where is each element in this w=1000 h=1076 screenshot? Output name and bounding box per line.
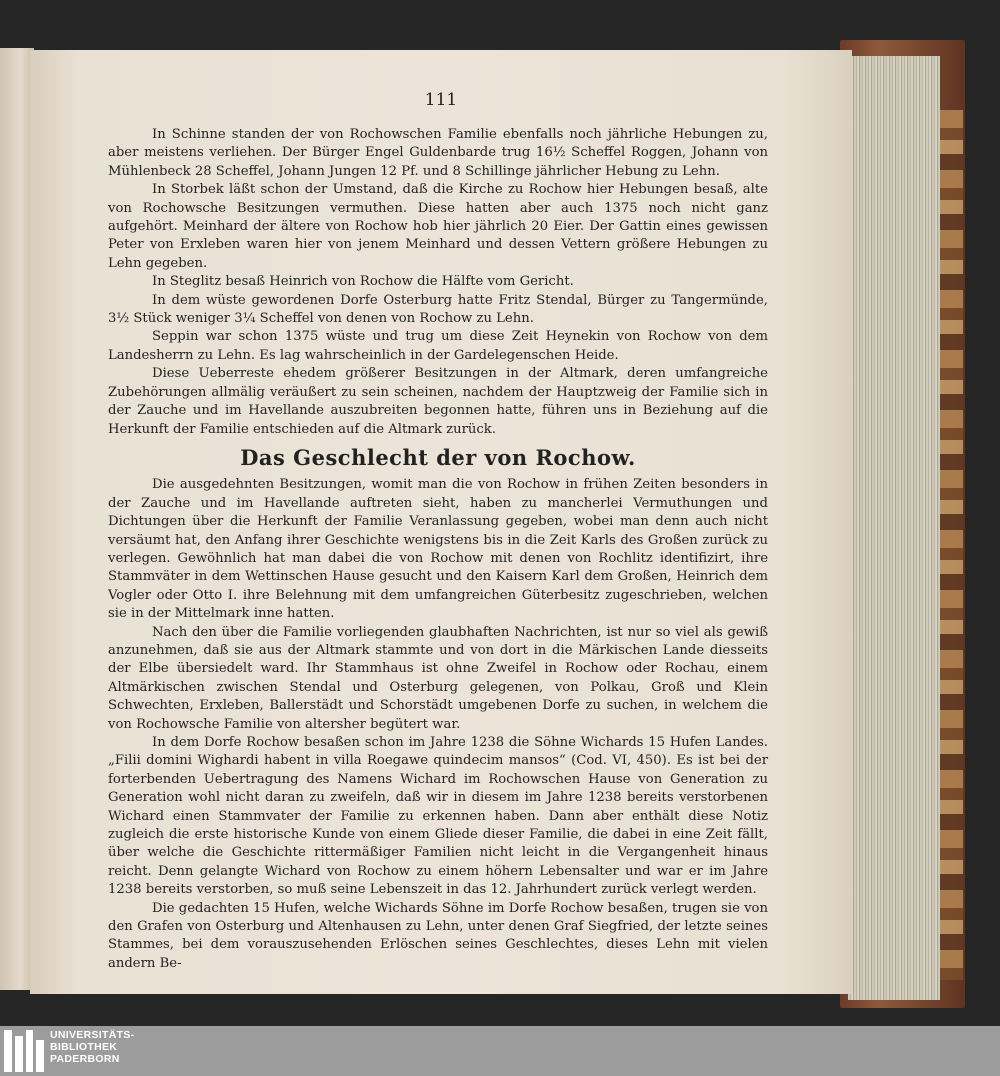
section-heading: Das Geschlecht der von Rochow. — [240, 444, 636, 470]
library-name-line: PADERBORN — [50, 1053, 120, 1065]
library-footer — [0, 1026, 1000, 1076]
library-name-line: UNIVERSITÄTS- — [50, 1029, 135, 1041]
paragraph: Die ausgedehnten Besitzungen, womit man die von Rochow in frühen Zeiten besonders in der Zauche und im Havellande auftreten sieht, haben zu mancherlei Vermuthungen und Dichtungen über die Herkunft der Familie Veranlassung gegeben, wobei man denn auch nicht versäumt hat, den Anfang ihrer Geschichte wenigstens bis in die Zeit Karls des Großen zurück zu verlegen. Gewöhnlich hat man dabei die von Rochow mit denen von Rochlitz identifizirt, ihre Stammväter in dem Wettinschen Hause gesucht und den Kaisern Karl dem Großen, Heinrich dem Vogler oder Otto I. ihre Belehnung mit dem umfangreichen Güterbesitz zugeschrieben, welchen sie in der Mittelmark inne hatten. — [108, 477, 768, 622]
paragraph: Die gedachten 15 Hufen, welche Wichards Söhne im Dorfe Rochow besaßen, trugen sie von den Grafen von Osterburg und Altenhausen zu Lehn, unter denen Graf Siegfried, der letzte seines Stammes, bei dem vorauszusehenden Erlöschen seines Geschlechtes, dieses Lehn mit vielen andern Be- — [108, 900, 768, 971]
paragraph: In Storbek läßt schon der Umstand, daß die Kirche zu Rochow hier Hebungen besaß, alte von Rochowsche Besitzungen vermuthen. Diese hatten aber auch 1375 noch nicht ganz aufgehört. Meinhard der ältere von Rochow hob hier jährlich 20 Eier. Der Gattin eines gewissen Peter von Erxleben waren hier von jenem Meinhard und dessen Vettern größere Hebungen zu Lehn gegeben. — [108, 182, 768, 271]
library-name — [50, 1029, 134, 1065]
paragraph: In dem wüste gewordenen Dorfe Osterburg hatte Fritz Stendal, Bürger zu Tangermünde, 3½ Stück weniger 3¼ Scheffel von denen von Rochow zu Lehn. — [108, 292, 768, 327]
page-body — [108, 126, 768, 973]
paragraph: Nach den über die Familie vorliegenden glaubhaften Nachrichten, ist nur so viel als gewiß anzunehmen, daß sie aus der Altmark stammte und von dort in die Märkischen Lande diesseits der Elbe übersiedelt ward. Ihr Stammhaus ist ohne Zweifel in Rochow oder Rochau, einem Altmärkischen zwischen Stendal und Osterburg gelegenen, von Polkau, Groß und Klein Schwechten, Erxleben, Ballerstädt und Schorstädt umgebenen Dorfe zu suchen, in welchem die von Rochowsche Familie von altersher begütert war. — [108, 624, 768, 732]
paragraph: In Steglitz besaß Heinrich von Rochow die Hälfte vom Gericht. — [152, 274, 574, 290]
page-number: 111 — [424, 90, 458, 110]
paragraph: Seppin war schon 1375 wüste und trug um diese Zeit Heynekin von Rochow von dem Landesherrn zu Lehn. Es lag wahrscheinlich in der Gardelegenschen Heide. — [108, 329, 768, 363]
library-logo-icon — [4, 1030, 44, 1072]
library-name-line: BIBLIOTHEK — [50, 1041, 118, 1053]
book-page — [30, 50, 852, 994]
paragraph: Diese Ueberreste ehedem größerer Besitzungen in der Altmark, deren umfangreiche Zubehörungen allmälig veräußert zu sein scheinen, nachdem der Hauptzweig der Familie sich in der Zauche und im Havellande auszubreiten begonnen hatte, führen uns in Beziehung auf die Herkunft der Familie entschieden auf die Altmark zurück. — [108, 366, 768, 437]
page-stack-edge — [848, 56, 940, 1000]
paragraph: In dem Dorfe Rochow besaßen schon im Jahre 1238 die Söhne Wichards 15 Hufen Landes. „Filii domini Wighardi habent in villa Roegawe quindecim mansos“ (Cod. VI, 450). Es ist bei der forterbenden Uebertragung des Namens Wichard im Rochowschen Hause von Generation zu Generation wohl nicht daran zu zweifeln, daß wir in diesem im Jahre 1238 bereits verstorbenen Wichard einen Stammvater der Familie zu erkennen haben. Dann aber enthält diese Notiz zugleich die erste historische Kunde von einem Gliede dieser Familie, die dabei in eine Zeit fällt, über welche die Geschichte rittermäßiger Familien nicht leicht in die Vergangenheit hinaus reicht. Denn gelangte Wichard von Rochow zu einem höhern Lebensalter und war er im Jahre 1238 bereits verstorben, so muß seine Lebenszeit in das 12. Jahrhundert zurück verlegt werden. — [108, 735, 768, 898]
paragraph: In Schinne standen der von Rochowschen Familie ebenfalls noch jährliche Hebungen zu, aber meistens verliehen. Der Bürger Engel Guldenbarde trug 16½ Scheffel Roggen, Johann von Mühlenbeck 28 Scheffel, Johann Jungen 12 Pf. und 8 Schillinge jährlicher Hebung zu Lehn. — [108, 127, 768, 179]
left-page-edge — [0, 48, 34, 990]
